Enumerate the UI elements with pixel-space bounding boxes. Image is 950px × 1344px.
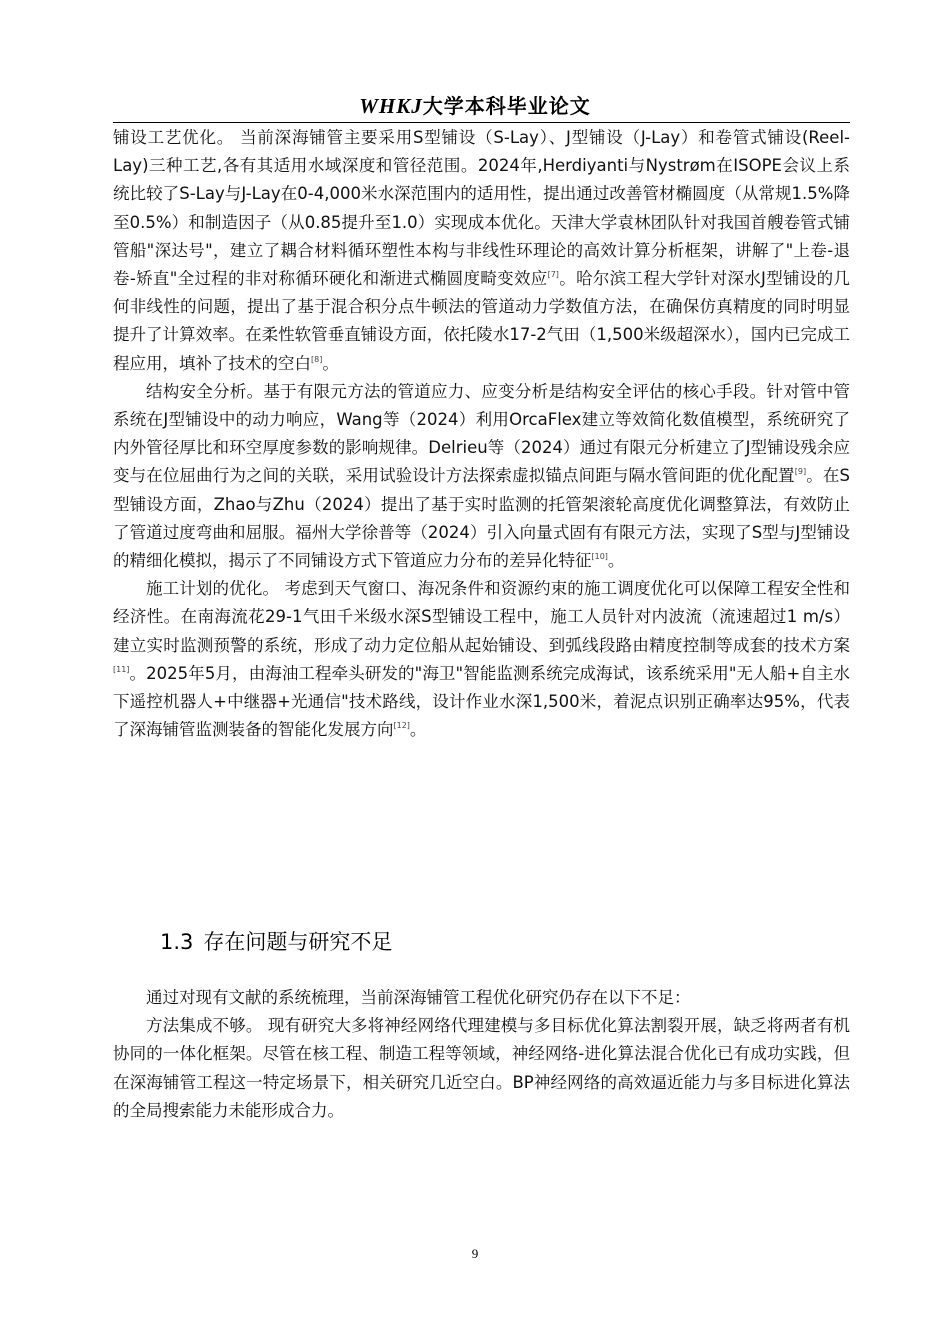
paragraph-method-integration: 方法集成不够。 现有研究大多将神经网络代理建模与多目标优化算法割裂开展，缺乏将两者有机协同的一体化框架。尽管在核工程、制造工程等领域，神经网络-进化算法混合优化已有成功实践，但在深海铺管工程这一特定场景下，相关研究几近空白。BP神经网络的高效逼近能力与多目标进化算法的全局搜索能力未能形成合力。: [113, 1016, 850, 1120]
citation-9: [9]: [794, 467, 807, 477]
paragraph-text: 结构安全分析。基于有限元方法的管道应力、应变分析是结构安全评估的核心手段。针对管中管系统在J型铺设中的动力响应，Wang等（2024）利用OrcaFlex建立等效简化数值模型，系统研究了内外管径厚比和环空厚度参数的影响规律。Delrieu等（2024）通过有限元分析建立了J型铺设残余应变与在位屈曲行为之间的关联，采用试验设计方法探索虚拟锚点间距与隔水管间距的优化配置: [113, 381, 850, 486]
paragraph-structural-safety: [113, 378, 850, 575]
paragraph-intro-deficiencies: 通过对现有文献的系统梳理，当前深海铺管工程优化研究仍存在以下不足：: [146, 988, 691, 1007]
paragraph-text: 。哈尔滨工程大学针对深水J型铺设的几何非线性的问题，提出了基于混合积分点牛顿法的管道动力学数值方法，在确保仿真精度的同时明显提升了计算效率。在柔性软管垂直铺设方面，依托陵水17-2气田（1,500米级超深水），国内已完成工程应用，填补了技术的空白: [113, 269, 850, 373]
paragraph-construction-planning: [113, 575, 850, 744]
citation-7: [7]: [547, 270, 559, 280]
paragraph-text: 。在S型铺设方面，Zhao与Zhu（2024）提出了基于实时监测的托管架滚轮高度优化调整算法，有效防止了管道过度弯曲和屈服。福州大学徐普等（2024）引入向量式固有有限元方法，实现了S型与J型铺设的精细化模拟，揭示了不同铺设方式下管道应力分布的差异化特征: [113, 466, 851, 571]
body-text-upper: [113, 124, 850, 744]
running-header: [0, 90, 950, 119]
paragraph-laying-process: [113, 124, 850, 378]
section-heading: [160, 926, 392, 956]
page-number: 9: [471, 1246, 479, 1261]
citation-11: [11]: [113, 664, 130, 674]
header-title: 大学本科毕业论文: [422, 94, 591, 118]
section-title: 存在问题与研究不足: [203, 930, 393, 954]
header-latin: WHKJ: [359, 94, 423, 118]
citation-12: [12]: [393, 721, 410, 731]
section-number: 1.3: [160, 930, 194, 954]
paragraph-text: 。: [607, 551, 625, 571]
paragraph-text: 。: [409, 720, 427, 740]
paragraph-text: 。2025年5月，由海油工程牵头研发的"海卫"智能监测系统完成海试，该系统采用"无人船+自主水下遥控机器人+中继器+光通信"技术路线，设计作业水深1,500米，着泥点识别正确率达95%，代表了深海铺管监测装备的智能化发展方向: [113, 663, 850, 740]
body-text-lower: [113, 984, 850, 1125]
paragraph-text: 铺设工艺优化。 当前深海铺管主要采用S型铺设（S-Lay）、J型铺设（J-Lay）和卷管式铺设(Reel-Lay)三种工艺,各有其适用水域深度和管径范围。2024年,Herdiyanti与Nystrøm在ISOPE会议上系统比较了S-Lay与J-Lay在0-4,000米水深范围内的适用性，提出通过改善管材椭圆度（从常规1.5%降至0.5%）和制造因子（从0.85提升至1.0）实现成本优化。天津大学袁林团队针对我国首艘卷管式铺管船"深达号"，建立了耦合材料循环塑性本构与非线性环理论的高效计算分析框架，讲解了"上卷-退卷-矫直"全过程的非对称循环硬化和渐进式椭圆度畸变效应: [113, 128, 850, 289]
citation-10: [10]: [591, 552, 608, 562]
header-rule: [113, 122, 850, 123]
paragraph-text: 施工计划的优化。 考虑到天气窗口、海况条件和资源约束的施工调度优化可以保障工程安全性和经济性。在南海流花29-1气田千米级水深S型铺设工程中，施工人员针对内波流（流速超过1 m/s）建立实时监测预警的系统，形成了动力定位船从起始铺设、到弧线段路由精度控制等成套的技术方案: [113, 579, 850, 655]
paragraph-text: 。: [322, 353, 339, 373]
citation-8: [8]: [311, 354, 323, 364]
